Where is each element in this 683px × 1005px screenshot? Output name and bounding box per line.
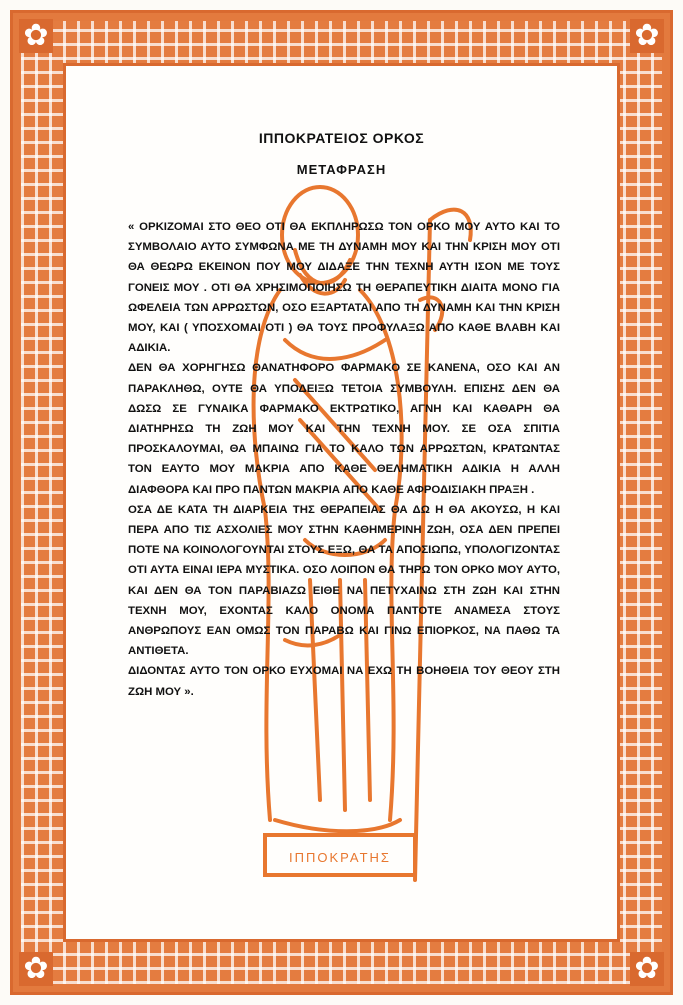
corner-ornament-icon: ✿ (19, 19, 53, 53)
document-title: ΙΠΠΟΚΡΑΤΕΙΟΣ ΟΡΚΟΣ (258, 130, 425, 146)
corner-ornament-icon: ✿ (630, 19, 664, 53)
paragraph: ΟΣΑ ΔΕ ΚΑΤΑ ΤΗ ΔΙΑΡΚΕΙΑ ΤΗΣ ΘΕΡΑΠΕΙΑΣ ΘΑ ΔΩ Η ΘΑ ΑΚΟΥΣΩ, Η ΚΑΙ ΠΕΡΑ ΑΠΟ ΤΙΣ ΑΣΧΟΛΙΕΣ ΜΟΥ ΣΤΗΝ ΚΑΘΗΜΕΡΙΝΗ ΖΩΗ, ΟΣΑ ΔΕΝ ΠΡΕΠΕΙ ΠΟΤΕ ΝΑ ΚΟΙΝΟΛΟΓΟΥΝΤΑΙ ΣΤΟΥΣ ΕΞΩ, ΘΑ ΤΑ ΑΠΟΣΙΩΠΩ, ΥΠΟΛΟΓΙΖΟΝΤΑΣ ΟΤΙ ΑΥΤΑ ΕΙΝΑΙ ΙΕΡΑ ΜΥΣΤΙΚΑ. ΟΣΟ ΛΟΙΠΟΝ ΘΑ ΤΗΡΩ ΤΟΝ ΟΡΚΟ ΜΟΥ ΑΥΤΟ, ΚΑΙ ΔΕΝ ΘΑ ΤΟΝ ΠΑΡΑΒΙΑΖΩ ΕΙΘΕ ΝΑ ΠΕΤΥΧΑΙΝΩ ΣΤΗ ΖΩΗ ΚΑΙ ΣΤΗΝ ΤΕΧΝΗ ΜΟΥ, ΕΧΟΝΤΑΣ ΚΑΛΟ ΟΝΟΜΑ ΠΑΝΤΟΤΕ ΑΝΑΜΕΣΑ ΣΤΟΥΣ ΑΝΘΡΩΠΟΥΣ ΕΑΝ ΟΜΩΣ ΤΟΝ ΠΑΡΑΒΩ ΚΑΙ ΓΙΝΩ ΕΠΙΟΡΚΟΣ, ΝΑ ΠΑΘΩ ΤΑ ΑΝΤΙΘΕΤΑ. (128, 503, 560, 658)
paragraph: ΔΕΝ ΘΑ ΧΟΡΗΓΗΣΩ ΘΑΝΑΤΗΦΟΡΟ ΦΑΡΜΑΚΟ ΣΕ ΚΑΝΕΝΑ, ΟΣΟ ΚΑΙ ΑΝ ΠΑΡΑΚΛΗΘΩ, ΟΥΤΕ ΘΑ ΥΠΟΔΕΙΞΩ ΤΕΤΟΙΑ ΣΥΜΒΟΥΛΗ. ΕΠΙΣΗΣ ΔΕΝ ΘΑ ΔΩΣΩ ΣΕ ΓΥΝΑΙΚΑ ΦΑΡΜΑΚΟ ΕΚΤΡΩΤΙΚΟ, ΑΓΝΗ ΚΑΙ ΚΑΘΑΡΗ ΘΑ ΔΙΑΤΗΡΗΣΩ ΤΗ ΖΩΗ ΜΟΥ ΚΑΙ ΤΗΝ ΤΕΧΝΗ ΜΟΥ. ΣΕ ΟΣΑ ΣΠΙΤΙΑ ΠΡΟΣΚΑΛΟΥΜΑΙ, ΘΑ ΜΠΑΙΝΩ ΓΙΑ ΤΟ ΚΑΛΟ ΤΩΝ ΑΡΡΩΣΤΩΝ, ΚΡΑΤΩΝΤΑΣ ΤΟΝ ΕΑΥΤΟ ΜΟΥ ΜΑΚΡΙΑ ΑΠΟ ΚΑΘΕ ΘΕΛΗΜΑΤΙΚΗ ΑΔΙΚΙΑ Η ΑΛΛΗ ΔΙΑΦΘΟΡΑ ΚΑΙ ΠΡΟ ΠΑΝΤΩΝ ΜΑΚΡΙΑ ΑΠΟ ΚΑΘΕ ΑΦΡΟΔΙΣΙΑΚΗ ΠΡΑΞΗ . (128, 362, 560, 496)
corner-ornament-icon: ✿ (630, 952, 664, 986)
document-subtitle: ΜΕΤΑΦΡΑΣΗ (296, 162, 387, 177)
oath-text (128, 217, 560, 702)
paragraph: ΔΙΔΟΝΤΑΣ ΑΥΤΟ ΤΟΝ ΟΡΚΟ ΕΥΧΟΜΑΙ ΝΑ ΕΧΩ ΤΗ ΒΟΗΘΕΙΑ ΤΟΥ ΘΕΟΥ ΣΤΗ ΖΩΗ ΜΟΥ ». (128, 665, 560, 698)
figure-label: ΙΠΠΟΚΡΑΤΗΣ (289, 850, 391, 865)
corner-ornament-icon: ✿ (19, 952, 53, 986)
paragraph: « ΟΡΚΙΖΟΜΑΙ ΣΤΟ ΘΕΟ ΟΤΙ ΘΑ ΕΚΠΛΗΡΩΣΩ ΤΟΝ ΟΡΚΟ ΜΟΥ ΑΥΤΟ ΚΑΙ ΤΟ ΣΥΜΒΟΛΑΙΟ ΑΥΤΟ ΣΥΜΦΩΝΑ ΜΕ ΤΗ ΔΥΝΑΜΗ ΜΟΥ ΚΑΙ ΤΗΝ ΚΡΙΣΗ ΜΟΥ ΟΤΙ ΘΑ ΘΕΩΡΩ ΕΚΕΙΝΟΝ ΠΟΥ ΜΟΥ ΔΙΔΑΞΕ ΤΗΝ ΤΕΧΝΗ ΑΥΤΗ ΙΣΟΝ ΜΕ ΤΟΥΣ ΓΟΝΕΙΣ ΜΟΥ . ΟΤΙ ΘΑ ΧΡΗΣΙΜΟΠΟΙΗΣΩ ΤΗ ΘΕΡΑΠΕΥΤΙΚΗ ΔΙΑΙΤΑ ΜΟΝΟ ΓΙΑ ΩΦΕΛΕΙΑ ΤΩΝ ΑΡΡΩΣΤΩΝ, ΟΣΟ ΕΞΑΡΤΑΤΑΙ ΑΠΟ ΤΗ ΔΥΝΑΜΗ ΚΑΙ ΤΗΝ ΚΡΙΣΗ ΜΟΥ, ΚΑΙ ( ΥΠΟΣΧΟΜΑΙ ΟΤΙ ) ΘΑ ΤΟΥΣ ΠΡΟΦΥΛΑΞΩ ΑΠΟ ΚΑΘΕ ΒΛΑΒΗ ΚΑΙ ΑΔΙΚΙΑ. (128, 221, 560, 355)
document-content (75, 75, 608, 930)
